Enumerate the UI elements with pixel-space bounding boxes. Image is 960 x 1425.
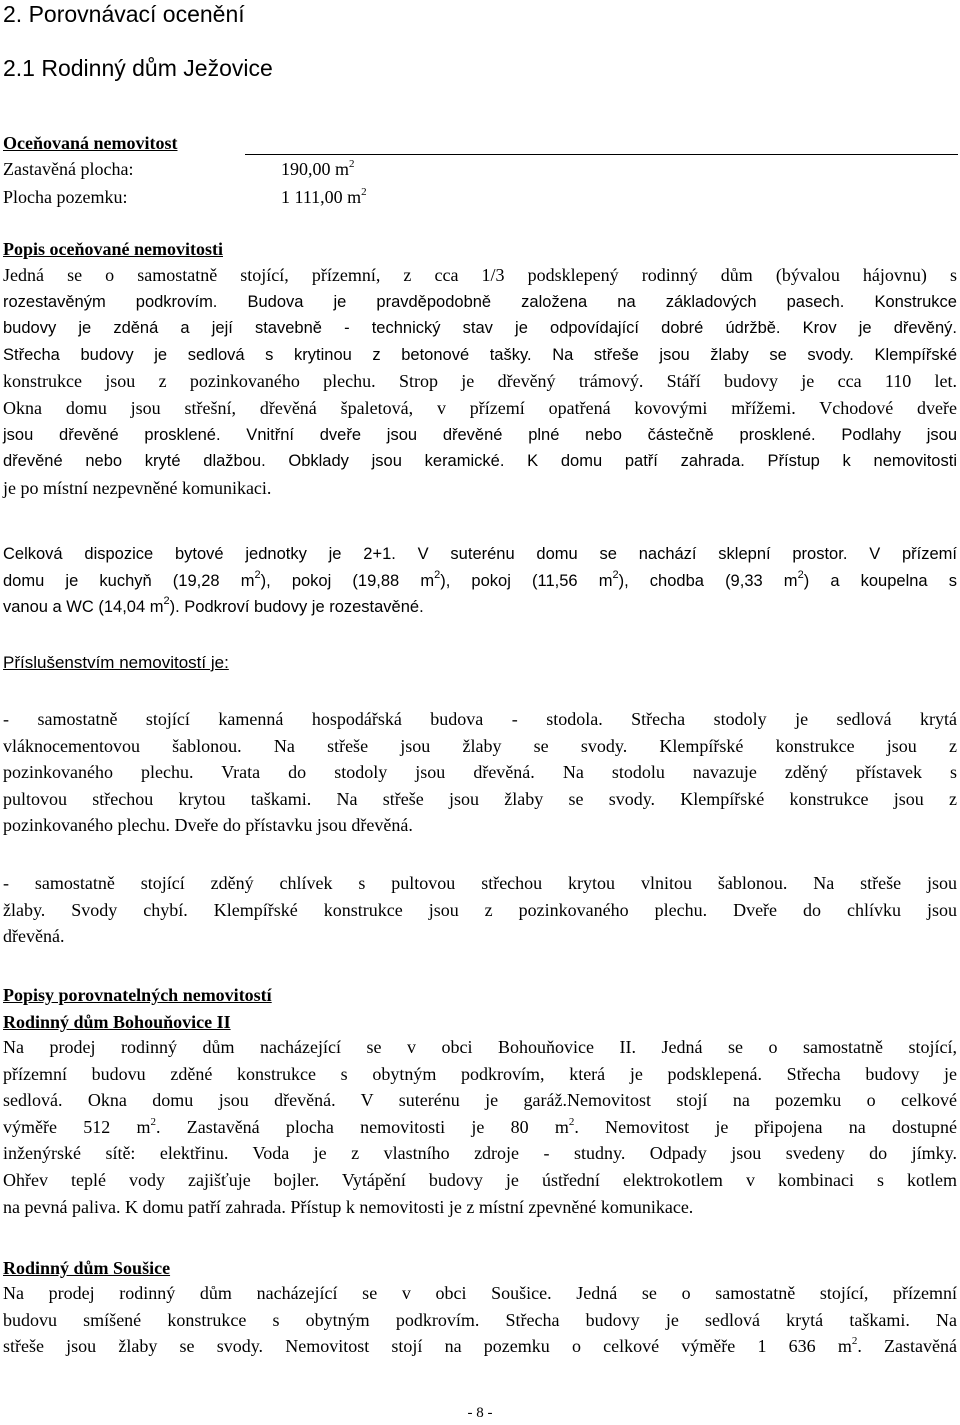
comparables-title: Popisy porovnatelných nemovitostí (3, 985, 272, 1005)
description-line: dřevěné nebo kryté dlažbou. Obklady jsou keramické. K domu patří zahrada. Přístup k nemovitosti (3, 452, 957, 471)
accessory-line: - samostatně stojící zděný chlívek s pultovou střechou krytou vlnitou šablonou. Na střeše jsou (3, 873, 957, 893)
comparable-2-title: Rodinný dům Soušice (3, 1258, 171, 1278)
comparable-line: sedlová. Okna domu jsou dřevěná. V suterénu je garáž.Nemovitost stojí na pozemku o celkové (3, 1090, 957, 1111)
description-line: budovy je zděná a její stavebně - technický stav je odpovídající dobré údržbě. Krov je dřevěný. (3, 319, 957, 338)
comparable-line: výměře 512 $m^2$. Zastavěná plocha nemovitosti je 80 $m^2$. Nemovitost je připojena na dostupné (3, 1115, 957, 1137)
comparable-line: na pevná paliva. K domu patří zahrada. Přístup k nemovitosti je z místní zpevněné komunikace. (3, 1196, 694, 1217)
description-line: Střecha budovy je sedlová s krytinou z betonové tašky. Na střeše jsou žlaby se svody. Klempířské (3, 345, 957, 364)
accessory-line: vláknocementovou šablonou. Na střeše jsou žlaby se svody. Klempířské konstrukce jsou z (3, 735, 957, 756)
built-area-value: 190,00 $m^2$ (281, 158, 355, 179)
description-paragraph (3, 262, 957, 501)
title-rule (245, 154, 958, 155)
comparable-line: přízemní budovu zděné konstrukce s obytným podkrovím, která je podsklepená. Střecha budovy je (3, 1063, 957, 1084)
valued-property-title: Oceňovaná nemovitost (3, 133, 178, 153)
comparable-2-paragraph (3, 1280, 957, 1360)
page-number: - 8 - (467, 1405, 493, 1421)
description-line: konstrukce jsou z pozinkovaného plechu. Strop je dřevěný trámový. Stáří budovy je cca 110 let. (3, 371, 957, 392)
description-line: jsou dřevěné prosklené. Vnitřní dveře jsou dřevěné plné nebo částečně prosklené. Podlahy jsou (3, 425, 957, 444)
description-title: Popis oceňované nemovitosti (3, 239, 223, 259)
comparable-1-paragraph (3, 1034, 957, 1220)
accessory-line: žlaby. Svody chybí. Klempířské konstrukce jsou z pozinkovaného plechu. Dveře do chlívku jsou (3, 899, 957, 920)
accessory-line: pozinkovaného plechu. Vrata do stodoly jsou dřevěná. Na stodolu navazuje zděný přístavek s (3, 762, 957, 783)
disposition-line: vanou a WC (14,04 $m^2$). Podkroví budovy je rozestavěné. (3, 595, 424, 617)
description-line: Jedná se o samostatně stojící, přízemní, z cca 1/3 podsklepený rodinný dům (bývalou hájovnu) s (3, 265, 957, 285)
land-area-label: Plocha pozemku: (3, 187, 128, 207)
land-area-value: 1 111,00 $m^2$ (281, 186, 367, 207)
comparable-line: inženýrské sítě: elektřinu. Voda je z vlastního zdroje - studny. Odpady jsou svedeny do jímky. (3, 1143, 957, 1164)
comparable-line: Na prodej rodinný dům nacházející se v obci Bohouňovice II. Jedná se o samostatně stojící, (3, 1037, 957, 1057)
accessory-line: pozinkovaného plechu. Dveře do přístavku jsou dřevěná. (3, 815, 413, 836)
accessory-item-shed (3, 870, 957, 950)
description-line: je po místní nezpevněné komunikaci. (3, 477, 272, 498)
comparable-line: Ohřev teplé vody zajišťuje bojler. Vytápění budovy je ústřední elektrokotlem v kombinaci s kotlem (3, 1169, 957, 1190)
comparable-line: střeše jsou žlaby se svody. Nemovitost stojí na pozemku o celkové výměře 1 636 $m^2$. Zastavěná (3, 1335, 957, 1357)
accessories-title: Příslušenstvím nemovitostí je: (3, 653, 229, 672)
built-area-label: Zastavěná plocha: (3, 159, 134, 179)
comparable-line: Na prodej rodinný dům nacházející se v obci Soušice. Jedná se o samostatně stojící, přízemní (3, 1283, 957, 1303)
disposition-line: domu je kuchyň (19,28 $m^2$), pokoj (19,88 $m^2$), pokoj (11,56 $m^2$), chodba (9,33 $m^2$) a koupelna s (3, 568, 957, 590)
description-line: rozestavěným podkrovím. Budova je pravděpodobně založena na základových pasech. Konstrukce (3, 292, 957, 311)
disposition-line: Celková dispozice bytové jednotky je 2+1. V suterénu domu se nachází sklepní prostor. V přízemí (3, 545, 957, 563)
accessory-line: dřevěná. (3, 926, 65, 947)
accessory-item-barn (3, 706, 957, 839)
comparable-1-title: Rodinný dům Bohouňovice II (3, 1012, 231, 1032)
subsection-heading: 2.1 Rodinný dům Ježovice (3, 55, 273, 81)
disposition-paragraph (3, 541, 957, 621)
comparable-line: budovu smíšené konstrukce s obytným podkrovím. Střecha budovy je sedlová krytá taškami. Na (3, 1309, 957, 1330)
description-line: Okna domu jsou střešní, dřevěná špaletová, v přízemí opatřená kovovými mřížemi. Vchodové dveře (3, 397, 957, 418)
accessory-line: pultovou střechou krytou taškami. Na střeše jsou žlaby se svody. Klempířské konstrukce jsou z (3, 788, 957, 809)
section-heading: 2. Porovnávací ocenění (3, 1, 245, 27)
accessory-line: - samostatně stojící kamenná hospodářská budova - stodola. Střecha stodoly je sedlová krytá (3, 709, 957, 729)
